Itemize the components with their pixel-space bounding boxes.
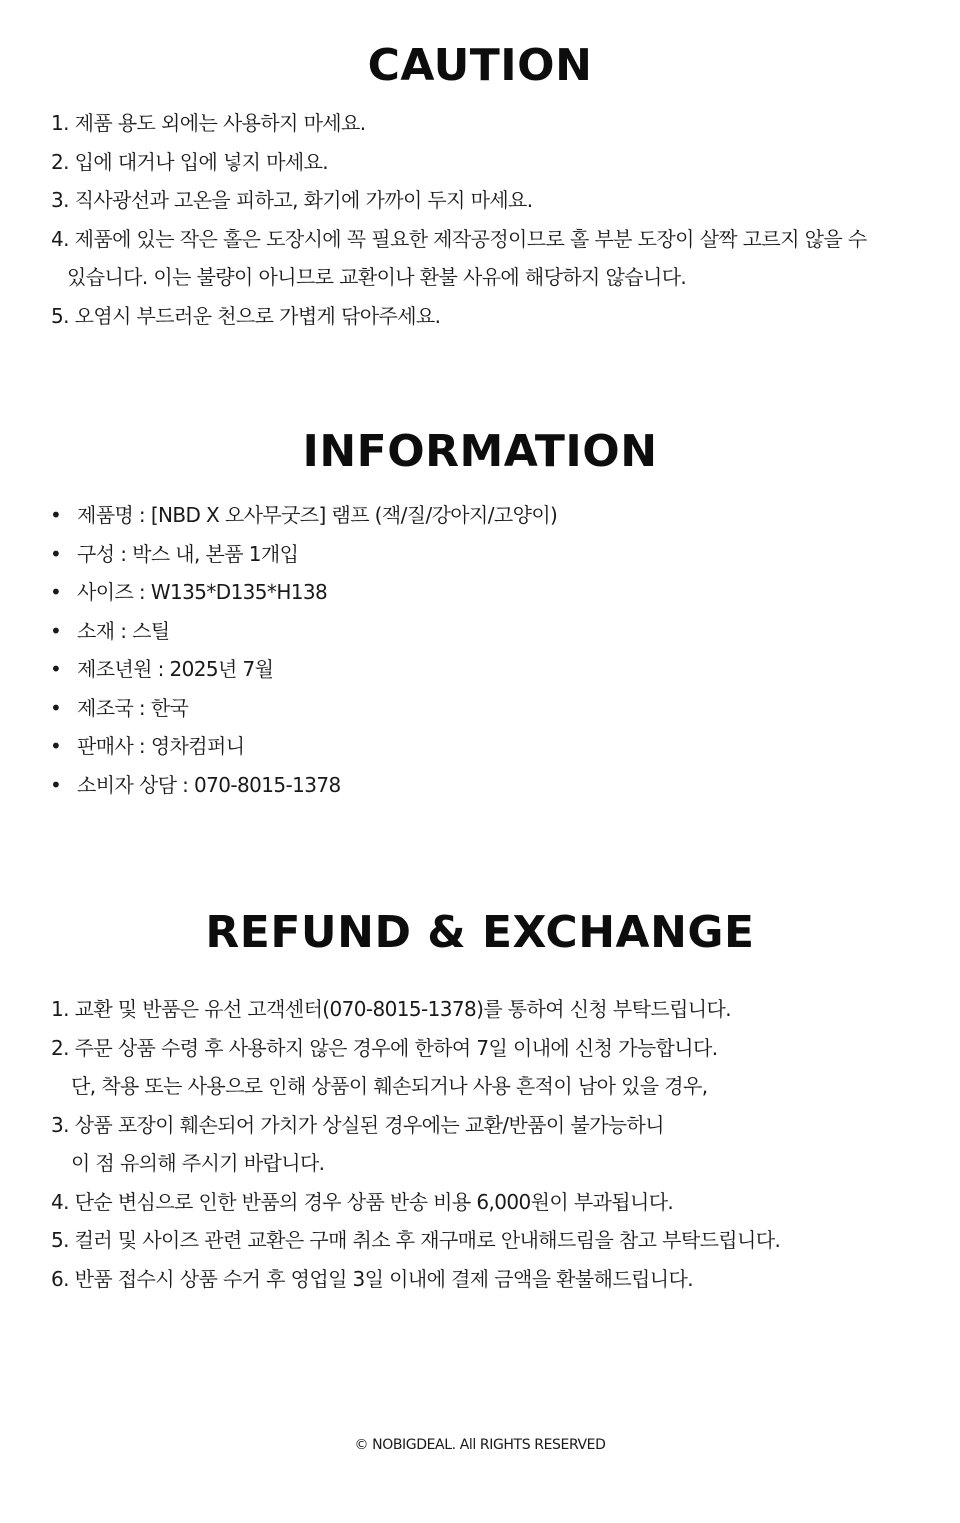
caution-line: 5. 오염시 부드러운 천으로 가볍게 닦아주세요. <box>51 303 441 328</box>
refund-exchange-title: REFUND & EXCHANGE <box>205 907 755 958</box>
bullet-icon: • <box>50 580 62 604</box>
information-item <box>0 496 960 535</box>
information-item <box>0 766 960 805</box>
bullet-icon: • <box>50 772 62 797</box>
information-list <box>0 496 960 804</box>
refund-line: 2. 주문 상품 수령 후 사용하지 않은 경우에 한하여 7일 이내에 신청 가능합니다. <box>51 1035 718 1060</box>
copyright-footer: © NOBIGDEAL. All RIGHTS RESERVED <box>354 1437 606 1453</box>
information-item <box>0 612 960 651</box>
bullet-icon: • <box>50 734 62 758</box>
bullet-icon: • <box>50 695 62 720</box>
information-title: INFORMATION <box>302 426 658 477</box>
bullet-icon: • <box>50 618 62 643</box>
caution-title: CAUTION <box>367 40 593 91</box>
information-item <box>0 650 960 689</box>
refund-line-continued: 단, 착용 또는 사용으로 인해 상품이 훼손되거나 사용 흔적이 남아 있을 경우, <box>71 1074 708 1098</box>
refund-line: 5. 컬러 및 사이즈 관련 교환은 구매 취소 후 재구매로 안내해드림을 참고 부탁드립니다. <box>51 1228 781 1252</box>
bullet-icon: • <box>50 657 62 681</box>
refund-line: 3. 상품 포장이 훼손되어 가치가 상실된 경우에는 교환/반품이 불가능하니 <box>51 1112 664 1137</box>
refund-line: 4. 단순 변심으로 인한 반품의 경우 상품 반송 비용 6,000원이 부과됩니다. <box>51 1189 674 1214</box>
information-item-text: 제조국 : 한국 <box>77 695 189 720</box>
information-item-text: 판매사 : 영차컴퍼니 <box>77 734 245 758</box>
information-item-text: 소비자 상담 : 070-8015-1378 <box>77 772 341 797</box>
information-item <box>0 727 960 766</box>
caution-line: 3. 직사광선과 고온을 피하고, 화기에 가까이 두지 마세요. <box>51 188 533 212</box>
refund-line-continued: 이 점 유의해 주시기 바랍니다. <box>71 1151 325 1175</box>
information-item <box>0 573 960 612</box>
refund-exchange-list <box>51 990 960 1298</box>
refund-line: 1. 교환 및 반품은 유선 고객센터(070-8015-1378)를 통하여 신청 부탁드립니다. <box>51 997 731 1021</box>
bullet-icon: • <box>50 503 62 527</box>
information-item-text: 제품명 : [NBD X 오사무굿즈] 램프 (잭/질/강아지/고양이) <box>77 503 558 527</box>
caution-line: 1. 제품 용도 외에는 사용하지 마세요. <box>51 111 366 135</box>
caution-list <box>51 104 960 335</box>
caution-line: 4. 제품에 있는 작은 홀은 도장시에 꼭 필요한 제작공정이므로 홀 부분 도장이 살짝 고르지 않을 수 <box>51 226 867 251</box>
information-item-text: 소재 : 스틸 <box>77 618 170 643</box>
information-item <box>0 535 960 574</box>
bullet-icon: • <box>50 541 62 566</box>
information-item-text: 사이즈 : W135*D135*H138 <box>77 580 328 604</box>
information-item-text: 구성 : 박스 내, 본품 1개입 <box>77 541 299 566</box>
caution-line: 2. 입에 대거나 입에 넣지 마세요. <box>51 149 329 174</box>
information-item-text: 제조년원 : 2025년 7월 <box>77 657 274 681</box>
refund-line: 6. 반품 접수시 상품 수거 후 영업일 3일 이내에 결제 금액을 환불해드립니다. <box>51 1266 693 1291</box>
caution-line-continued: 있습니다. 이는 불량이 아니므로 교환이나 환불 사유에 해당하지 않습니다. <box>67 265 687 289</box>
information-item <box>0 689 960 728</box>
